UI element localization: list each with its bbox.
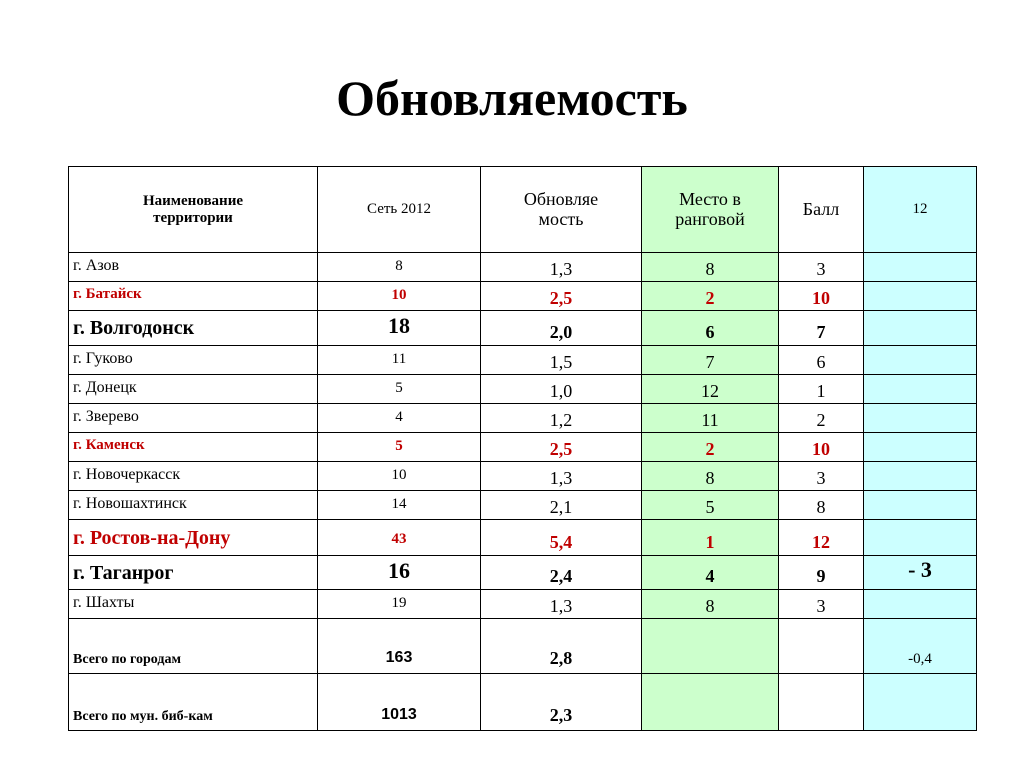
row-renewal: 1,0 — [481, 375, 642, 404]
row-renewal: 1,5 — [481, 346, 642, 375]
table-row — [69, 556, 977, 590]
row-score: 10 — [779, 433, 864, 462]
table-row — [69, 590, 977, 619]
row-score: 3 — [779, 590, 864, 619]
row-renewal: 5,4 — [481, 520, 642, 556]
row-note — [864, 404, 977, 433]
table-row — [69, 404, 977, 433]
row-rank: 5 — [642, 491, 779, 520]
row-rank: 8 — [642, 590, 779, 619]
table-row — [69, 491, 977, 520]
row-rank: 4 — [642, 556, 779, 590]
row-network: 14 — [318, 491, 481, 520]
table-row — [69, 520, 977, 556]
row-score: 12 — [779, 520, 864, 556]
row-name: г. Зверево — [69, 404, 318, 433]
table-row — [69, 282, 977, 311]
row-note — [864, 433, 977, 462]
row-score: 7 — [779, 311, 864, 346]
total-name: Всего по мун. биб-кам — [69, 674, 318, 731]
row-note — [864, 590, 977, 619]
total-network: 163 — [318, 619, 481, 674]
row-network: 11 — [318, 346, 481, 375]
row-network: 10 — [318, 282, 481, 311]
row-score: 8 — [779, 491, 864, 520]
row-note — [864, 311, 977, 346]
total-renewal: 2,3 — [481, 674, 642, 731]
row-network: 8 — [318, 253, 481, 282]
row-name: г. Гуково — [69, 346, 318, 375]
row-renewal: 1,3 — [481, 590, 642, 619]
row-renewal: 1,3 — [481, 462, 642, 491]
row-score: 3 — [779, 462, 864, 491]
row-note — [864, 520, 977, 556]
row-name: г. Азов — [69, 253, 318, 282]
row-network: 43 — [318, 520, 481, 556]
table-row — [69, 375, 977, 404]
row-name: г. Таганрог — [69, 556, 318, 590]
row-rank: 2 — [642, 282, 779, 311]
row-renewal: 2,0 — [481, 311, 642, 346]
row-name: г. Новочеркасск — [69, 462, 318, 491]
header-name: Наименование территории — [69, 167, 318, 253]
row-renewal: 2,5 — [481, 282, 642, 311]
total-score — [779, 674, 864, 731]
row-note — [864, 282, 977, 311]
row-name: г. Волгодонск — [69, 311, 318, 346]
header-network: Сеть 2012 — [318, 167, 481, 253]
row-name: г. Батайск — [69, 282, 318, 311]
row-note — [864, 346, 977, 375]
row-score: 6 — [779, 346, 864, 375]
row-score: 2 — [779, 404, 864, 433]
total-rank — [642, 619, 779, 674]
total-renewal: 2,8 — [481, 619, 642, 674]
row-name: г. Новошахтинск — [69, 491, 318, 520]
row-rank: 1 — [642, 520, 779, 556]
total-score — [779, 619, 864, 674]
renewal-table — [68, 166, 977, 731]
row-note — [864, 253, 977, 282]
row-rank: 2 — [642, 433, 779, 462]
header-rank: Место в ранговой — [642, 167, 779, 253]
row-network: 5 — [318, 433, 481, 462]
row-note — [864, 462, 977, 491]
table-row — [69, 462, 977, 491]
total-note: -0,4 — [864, 619, 977, 674]
table-row — [69, 253, 977, 282]
row-note: - 3 — [864, 556, 977, 590]
total-note — [864, 674, 977, 731]
row-rank: 7 — [642, 346, 779, 375]
row-rank: 11 — [642, 404, 779, 433]
row-network: 5 — [318, 375, 481, 404]
table-row — [69, 311, 977, 346]
row-score: 1 — [779, 375, 864, 404]
total-rank — [642, 674, 779, 731]
row-network: 10 — [318, 462, 481, 491]
row-rank: 6 — [642, 311, 779, 346]
table-row — [69, 346, 977, 375]
total-network: 1013 — [318, 674, 481, 731]
header-score: Балл — [779, 167, 864, 253]
row-renewal: 1,3 — [481, 253, 642, 282]
total-name: Всего по городам — [69, 619, 318, 674]
row-score: 10 — [779, 282, 864, 311]
row-rank: 8 — [642, 253, 779, 282]
row-rank: 8 — [642, 462, 779, 491]
header-extra: 12 — [864, 167, 977, 253]
row-renewal: 2,1 — [481, 491, 642, 520]
total-row — [69, 619, 977, 674]
total-row — [69, 674, 977, 731]
row-network: 4 — [318, 404, 481, 433]
slide-title: Обновляемость — [336, 70, 688, 126]
row-network: 18 — [318, 311, 481, 346]
header-renewal: Обновляе мость — [481, 167, 642, 253]
row-name: г. Шахты — [69, 590, 318, 619]
row-score: 3 — [779, 253, 864, 282]
table-row — [69, 433, 977, 462]
row-renewal: 2,4 — [481, 556, 642, 590]
row-name: г. Каменск — [69, 433, 318, 462]
row-name: г. Ростов-на-Дону — [69, 520, 318, 556]
row-note — [864, 491, 977, 520]
row-note — [864, 375, 977, 404]
row-score: 9 — [779, 556, 864, 590]
row-rank: 12 — [642, 375, 779, 404]
row-name: г. Донецк — [69, 375, 318, 404]
table-header-row — [69, 167, 977, 253]
row-network: 19 — [318, 590, 481, 619]
row-network: 16 — [318, 556, 481, 590]
row-renewal: 2,5 — [481, 433, 642, 462]
row-renewal: 1,2 — [481, 404, 642, 433]
